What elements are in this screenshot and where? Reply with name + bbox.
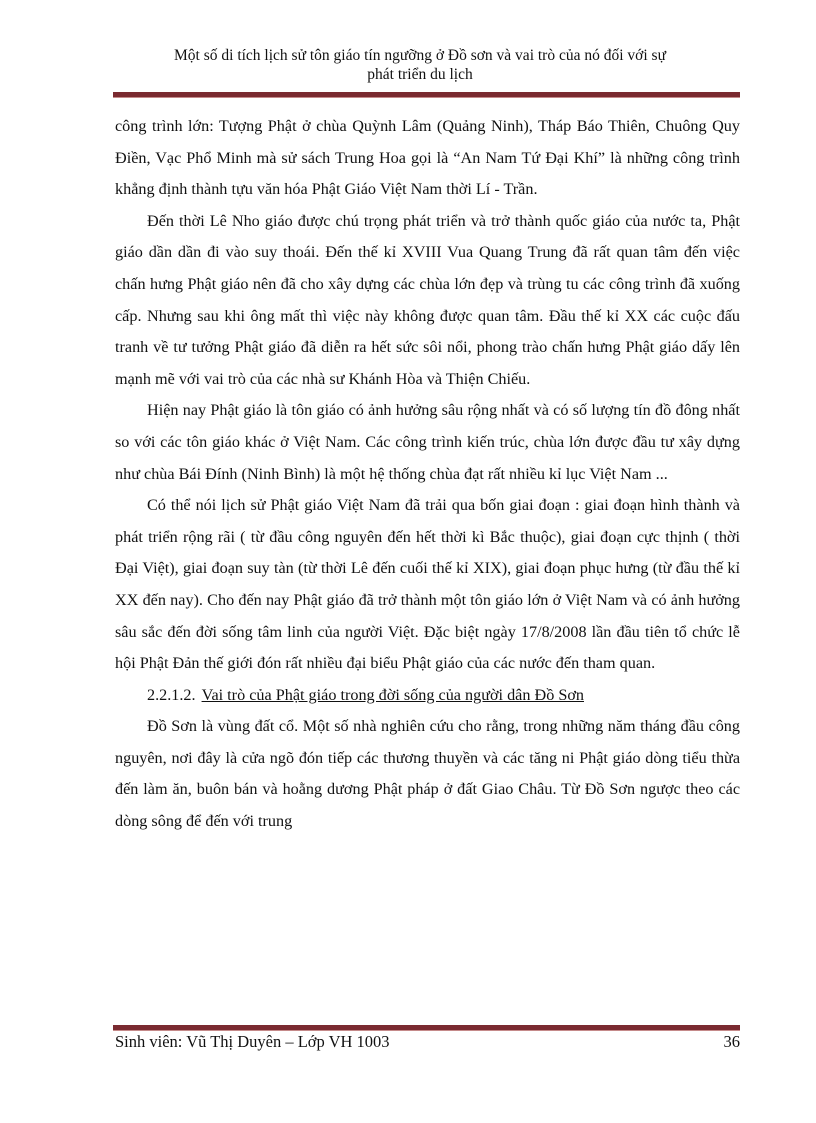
paragraph-4: Có thể nói lịch sử Phật giáo Việt Nam đã trải qua bốn giai đoạn : giai đoạn hình thành và phát triển rộng rãi ( từ đầu công nguyên đến hết thời kì Bắc thuộc), giai đoạn cực thịnh ( thời Đại Việt), giai đoạn suy tàn (từ thời Lê đến cuối thế kỉ XIX), giai đoạn phục hưng (từ đầu thế kỉ XX đến nay). Cho đến nay Phật giáo đã trở thành một tôn giáo lớn ở Việt Nam và có ảnh hưởng sâu sắc đến đời sống tâm linh của người Việt. Đặc biệt ngày 17/8/2008 lần đầu tiên tổ chức lễ hội Phật Đản thế giới đón rất nhiều đại biểu Phật giáo của các nước đến tham quan.: [115, 496, 740, 673]
section-number: 2.2.1.2.: [147, 685, 196, 704]
footer-student: Sinh viên: Vũ Thị Duyên – Lớp VH 1003: [115, 1032, 390, 1051]
header-line-2: phát triển du lịch: [367, 66, 473, 83]
header-rule: [113, 92, 740, 98]
paragraph-5: Đồ Sơn là vùng đất cổ. Một số nhà nghiên cứu cho rằng, trong những năm tháng đầu công nguyên, nơi đây là cửa ngõ đón tiếp các thương thuyền và các tăng ni Phật giáo dòng tiểu thừa đến làm ăn, buôn bán và hoằng dương Phật pháp ở đất Giao Châu. Từ Đồ Sơn ngược theo các dòng sông để đến với trung: [115, 717, 740, 831]
section-heading: [115, 680, 740, 712]
paragraph-1: công trình lớn: Tượng Phật ở chùa Quỳnh Lâm (Quảng Ninh), Tháp Báo Thiên, Chuông Quy Điền, Vạc Phổ Minh mà sử sách Trung Hoa gọi là “An Nam Tứ Đại Khí” là những công trình khẳng định thành tựu văn hóa Phật Giáo Việt Nam thời Lí - Trần.: [115, 117, 740, 199]
section-title: Vai trò của Phật giáo trong đời sống của người dân Đồ Sơn: [201, 685, 584, 704]
header-line-1: Một số di tích lịch sử tôn giáo tín ngưỡng ở Đồ sơn và vai trò của nó đối với sự: [174, 47, 666, 64]
paragraph-3: Hiện nay Phật giáo là tôn giáo có ảnh hưởng sâu rộng nhất và có số lượng tín đồ đông nhất so với các tôn giáo khác ở Việt Nam. Các công trình kiến trúc, chùa lớn được đầu tư xây dựng như chùa Bái Đính (Ninh Bình) là một hệ thống chùa đạt rất nhiều kỉ lục Việt Nam ...: [115, 401, 740, 483]
paragraph-2: Đến thời Lê Nho giáo được chú trọng phát triển và trở thành quốc giáo của nước ta, Phật giáo dần dần đi vào suy thoái. Đến thế kỉ XVIII Vua Quang Trung đã rất quan tâm đến việc chấn hưng Phật giáo nên đã cho xây dựng các chùa lớn đẹp và trùng tu các công trình đã xuống cấp. Nhưng sau khi ông mất thì việc này không được quan tâm. Đầu thế kỉ XX các cuộc đấu tranh về tư tưởng Phật giáo đã diễn ra hết sức sôi nổi, phong trào chấn hưng Phật giáo dấy lên mạnh mẽ với vai trò của các nhà sư Khánh Hòa và Thiện Chiếu.: [115, 211, 740, 388]
page-footer: [115, 1031, 740, 1053]
page-number: 36: [723, 1032, 740, 1051]
page-header: [100, 46, 740, 84]
body-text: [115, 111, 740, 838]
